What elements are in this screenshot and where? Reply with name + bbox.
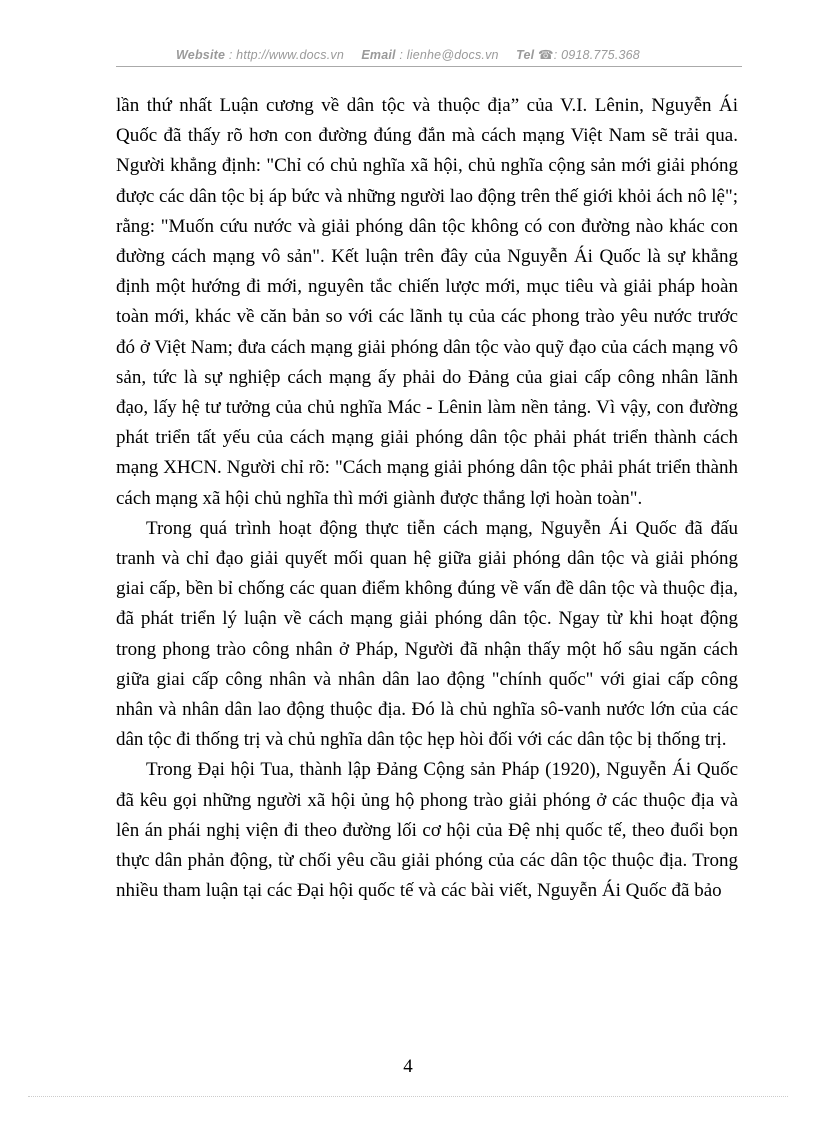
- page-number: 4: [403, 1056, 413, 1077]
- email-label: Email: [361, 48, 396, 62]
- page-bottom-divider: [28, 1096, 788, 1097]
- paragraph-2: Trong quá trình hoạt động thực tiễn cách mạng, Nguyễn Ái Quốc đã đấu tranh và chỉ đạo giải quyết mối quan hệ giữa giải phóng dân tộc và giải phóng giai cấp, bền bỉ chống các quan điểm không đúng về vấn đề dân tộc và thuộc địa, đã phát triển lý luận về cách mạng giải phóng dân tộc. Ngay từ khi hoạt động trong phong trào công nhân ở Pháp, Người đã nhận thấy một hố sâu ngăn cách giữa giai cấp công nhân và nhân dân lao động "chính quốc" với giai cấp công nhân và nhân dân lao động thuộc địa. Đó là chủ nghĩa sô-vanh nước lớn của các dân tộc đi thống trị và chủ nghĩa dân tộc hẹp hòi đối với các dân tộc bị thống trị.: [116, 517, 738, 751]
- tel-value: : 0918.775.368: [553, 48, 640, 62]
- paragraph-1: lần thứ nhất Luận cương về dân tộc và thuộc địa” của V.I. Lênin, Nguyễn Ái Quốc đã thấy rõ hơn con đường đúng đắn mà cách mạng Việt Nam sẽ trải qua. Người khẳng định: "Chỉ có chủ nghĩa xã hội, chủ nghĩa cộng sản mới giải phóng được các dân tộc bị áp bức và những người lao động trên thế giới khỏi ách nô lệ"; rằng: "Muốn cứu nước và giải phóng dân tộc không có con đường nào khác con đường cách mạng vô sản". Kết luận trên đây của Nguyễn Ái Quốc là sự khẳng định một hướng đi mới, nguyên tắc chiến lược mới, mục tiêu và giải pháp hoàn toàn mới, khác về căn bản so với các lãnh tụ của các phong trào yêu nước trước đó ở Việt Nam; đưa cách mạng giải phóng dân tộc vào quỹ đạo của cách mạng vô sản, tức là sự nghiệp cách mạng ấy phải do Đảng của giai cấp công nhân lãnh đạo, lấy hệ tư tưởng của chủ nghĩa Mác - Lênin làm nền tảng. Vì vậy, con đường phát triển tất yếu của cách mạng giải phóng dân tộc phải phát triển thành cách mạng XHCN. Người chỉ rõ: "Cách mạng giải phóng dân tộc phải phát triển thành cách mạng xã hội chủ nghĩa thì mới giành được thắng lợi hoàn toàn".: [116, 95, 738, 509]
- header-divider: [116, 66, 742, 67]
- tel-label: Tel: [516, 48, 535, 62]
- website-value: : http://www.docs.vn: [228, 48, 344, 62]
- website-label: Website: [176, 48, 226, 62]
- page-header: [0, 47, 816, 62]
- paragraph-3: Trong Đại hội Tua, thành lập Đảng Cộng sản Pháp (1920), Nguyễn Ái Quốc đã kêu gọi những người xã hội ủng hộ phong trào giải phóng ở các thuộc địa và lên án phái nghị viện đi theo đường lối cơ hội của Đệ nhị quốc tế, theo đuổi bọn thực dân phản động, từ chối yêu cầu giải phóng của các dân tộc thuộc địa. Trong nhiều tham luận tại các Đại hội quốc tế và các bài viết, Nguyễn Ái Quốc đã bảo: [116, 759, 738, 902]
- document-body: [116, 91, 738, 906]
- phone-icon: ☎: [537, 48, 554, 62]
- email-value: : lienhe@docs.vn: [399, 48, 499, 62]
